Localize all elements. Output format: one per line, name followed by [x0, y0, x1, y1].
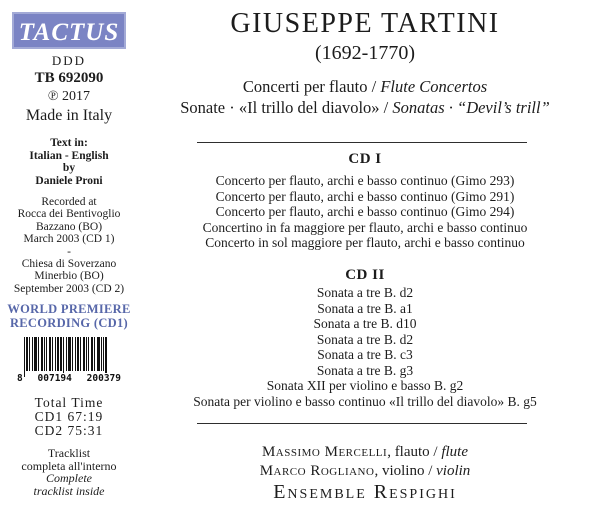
made-in: Made in Italy: [25, 107, 113, 124]
recording-line: Chiesa di Soverzano: [21, 258, 117, 271]
divider-bottom: [197, 423, 527, 424]
cd1-heading: CD I: [348, 151, 382, 167]
text-language-note: [0, 137, 138, 187]
total-time-line: CD2 75:31: [34, 422, 104, 438]
track-item: Sonata a tre B. a1: [317, 300, 413, 316]
track-item: Sonata a tre B. g3: [316, 362, 414, 378]
barcode-digit-group: 8: [17, 373, 23, 384]
recording-line-separator: -: [67, 245, 71, 258]
track-item: Concerto in sol maggiore per flauto, archi e basso continuo: [205, 235, 525, 250]
ean-barcode: [16, 337, 122, 387]
divider-top: [197, 142, 527, 143]
recording-format: DDD: [51, 53, 87, 68]
catalog-number: TB 692090: [34, 70, 104, 86]
barcode-bars-icon: [16, 337, 122, 377]
tracklist-note-line: completa all'interno: [21, 458, 117, 473]
recording-line: September 2003 (CD 2): [13, 282, 125, 295]
tracklist-note-line: Tracklist: [47, 446, 91, 460]
total-time: [0, 396, 138, 437]
track-item: Sonata a tre B. d10: [313, 316, 417, 331]
premiere-line: RECORDING (CD1): [9, 315, 129, 330]
subtitle-italic: Flute Concertos: [380, 77, 488, 96]
tracklist-note-line-en: Complete: [46, 471, 92, 486]
barcode-digit-group: 007194: [37, 373, 72, 384]
track-item: Sonata XII per violino e basso B. g2: [266, 378, 464, 393]
subtitle-roman: Sonate · «Il trillo del diavolo» /: [180, 98, 393, 117]
subtitle-italic: Sonatas · “Devil’s trill”: [392, 98, 550, 117]
subtitle-roman: Concerti per flauto /: [242, 77, 381, 96]
cd1-track-list: [133, 173, 597, 251]
album-back-cover-main: [133, 0, 597, 518]
recording-line: Bazzano (BO): [35, 220, 103, 233]
recording-line: Minerbio (BO): [34, 270, 104, 283]
tactus-logo: [12, 12, 126, 49]
performer-name: Massimo Mercelli: [261, 444, 388, 460]
track-item: Sonata a tre B. d2: [316, 331, 414, 347]
track-item: Concerto per flauto, archi e basso continuo (Gimo 294): [215, 204, 515, 219]
performer-violin: [133, 463, 597, 480]
track-item: Sonata per violino e basso continuo «Il trillo del diavolo» B. g5: [193, 393, 537, 409]
total-time-line: CD1 67:19: [34, 408, 104, 424]
track-item: Concerto per flauto, archi e basso continuo (Gimo 293): [215, 173, 515, 188]
performer-instrument: , flauto /: [387, 444, 442, 460]
recording-venues: [0, 196, 138, 295]
world-premiere-badge: [0, 303, 138, 330]
cd2-track-list: [133, 285, 597, 409]
text-in-line: Text in:: [50, 137, 88, 149]
text-in-line: by: [62, 162, 76, 174]
tracklist-note-line-en: tracklist inside: [33, 483, 105, 498]
recording-line: Recorded at: [41, 196, 97, 208]
performer-name: Marco Rogliano: [259, 463, 375, 479]
track-item: Concerto per flauto, archi e basso continuo (Gimo 291): [215, 188, 515, 204]
recording-line: March 2003 (CD 1): [23, 233, 115, 246]
total-time-line: Total Time: [34, 395, 104, 410]
text-in-line: Daniele Proni: [35, 174, 103, 187]
premiere-line: WORLD PREMIERE: [7, 302, 131, 316]
text-in-line: Italian - English: [29, 149, 109, 162]
barcode-digit-group: 200379: [86, 373, 121, 384]
cd2-heading: CD II: [345, 267, 385, 283]
phonogram-year: ℗ 2017: [47, 89, 91, 104]
album-subtitle-sonatas: [133, 98, 597, 118]
performer-instrument-en: violin: [436, 463, 471, 479]
track-item: Sonata a tre B. c3: [317, 347, 413, 362]
performer-flute: [133, 444, 597, 461]
track-item: Concertino in fa maggiore per flauto, archi e basso continuo: [202, 219, 528, 235]
composer-dates: (1692-1770): [315, 42, 415, 64]
barcode-digits: [16, 373, 122, 384]
tracklist-note: [0, 447, 138, 497]
label-info-sidebar: [0, 0, 138, 518]
album-subtitle-concertos: [133, 77, 597, 97]
composer-name: GIUSEPPE TARTINI: [230, 8, 500, 39]
track-item: Sonata a tre B. d2: [316, 285, 414, 300]
performer-instrument-en: flute: [441, 444, 469, 460]
performer-instrument: , violino /: [374, 463, 437, 479]
ensemble-name: Ensemble Respighi: [273, 481, 457, 503]
tactus-logo-text: TACTUS: [18, 19, 120, 46]
recording-line: Rocca dei Bentivoglio: [17, 208, 121, 221]
